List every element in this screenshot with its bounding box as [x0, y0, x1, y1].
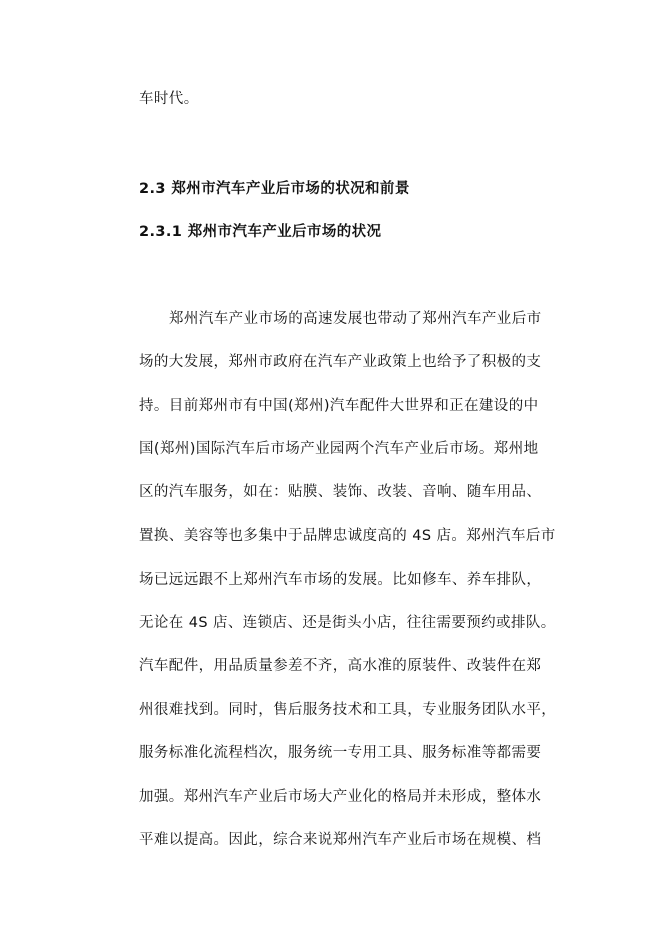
paragraph-line: 持。目前郑州市有中国(郑州)汽车配件大世界和正在建设的中 — [139, 398, 539, 414]
paragraph-line: 置换、美容等也多集中于品牌忠诚度高的 4S 店。郑州汽车后市 — [139, 528, 556, 544]
continuation-text: 车时代。 — [139, 91, 199, 107]
paragraph-line: 平难以提高。因此，综合来说郑州汽车产业后市场在规模、档 — [139, 832, 542, 848]
paragraph-line: 服务标准化流程档次，服务统一专用工具、服务标准等都需要 — [139, 745, 542, 761]
section-heading: 2.3 郑州市汽车产业后市场的状况和前景 — [139, 181, 410, 197]
paragraph-line: 汽车配件，用品质量参差不齐，高水准的原装件、改装件在郑 — [139, 658, 542, 674]
paragraph-line: 郑州汽车产业市场的高速发展也带动了郑州汽车产业后市 — [169, 311, 542, 327]
paragraph-line: 国(郑州)国际汽车后市场产业园两个汽车产业后市场。郑州地 — [139, 441, 539, 457]
paragraph-line: 无论在 4S 店、连锁店、还是街头小店，往往需要预约或排队。 — [139, 615, 556, 631]
paragraph-line: 区的汽车服务，如在：贴膜、装饰、改装、音响、随车用品、 — [139, 484, 542, 500]
paragraph-line: 场的大发展，郑州市政府在汽车产业政策上也给予了积极的支 — [139, 354, 542, 370]
paragraph-line: 场已远远跟不上郑州汽车市场的发展。比如修车、养车排队， — [139, 572, 542, 588]
subsection-heading: 2.3.1 郑州市汽车产业后市场的状况 — [139, 224, 382, 240]
paragraph-line: 加强。郑州汽车产业后市场大产业化的格局并未形成，整体水 — [139, 789, 542, 805]
paragraph-line: 州很难找到。同时，售后服务技术和工具，专业服务团队水平， — [139, 702, 557, 718]
